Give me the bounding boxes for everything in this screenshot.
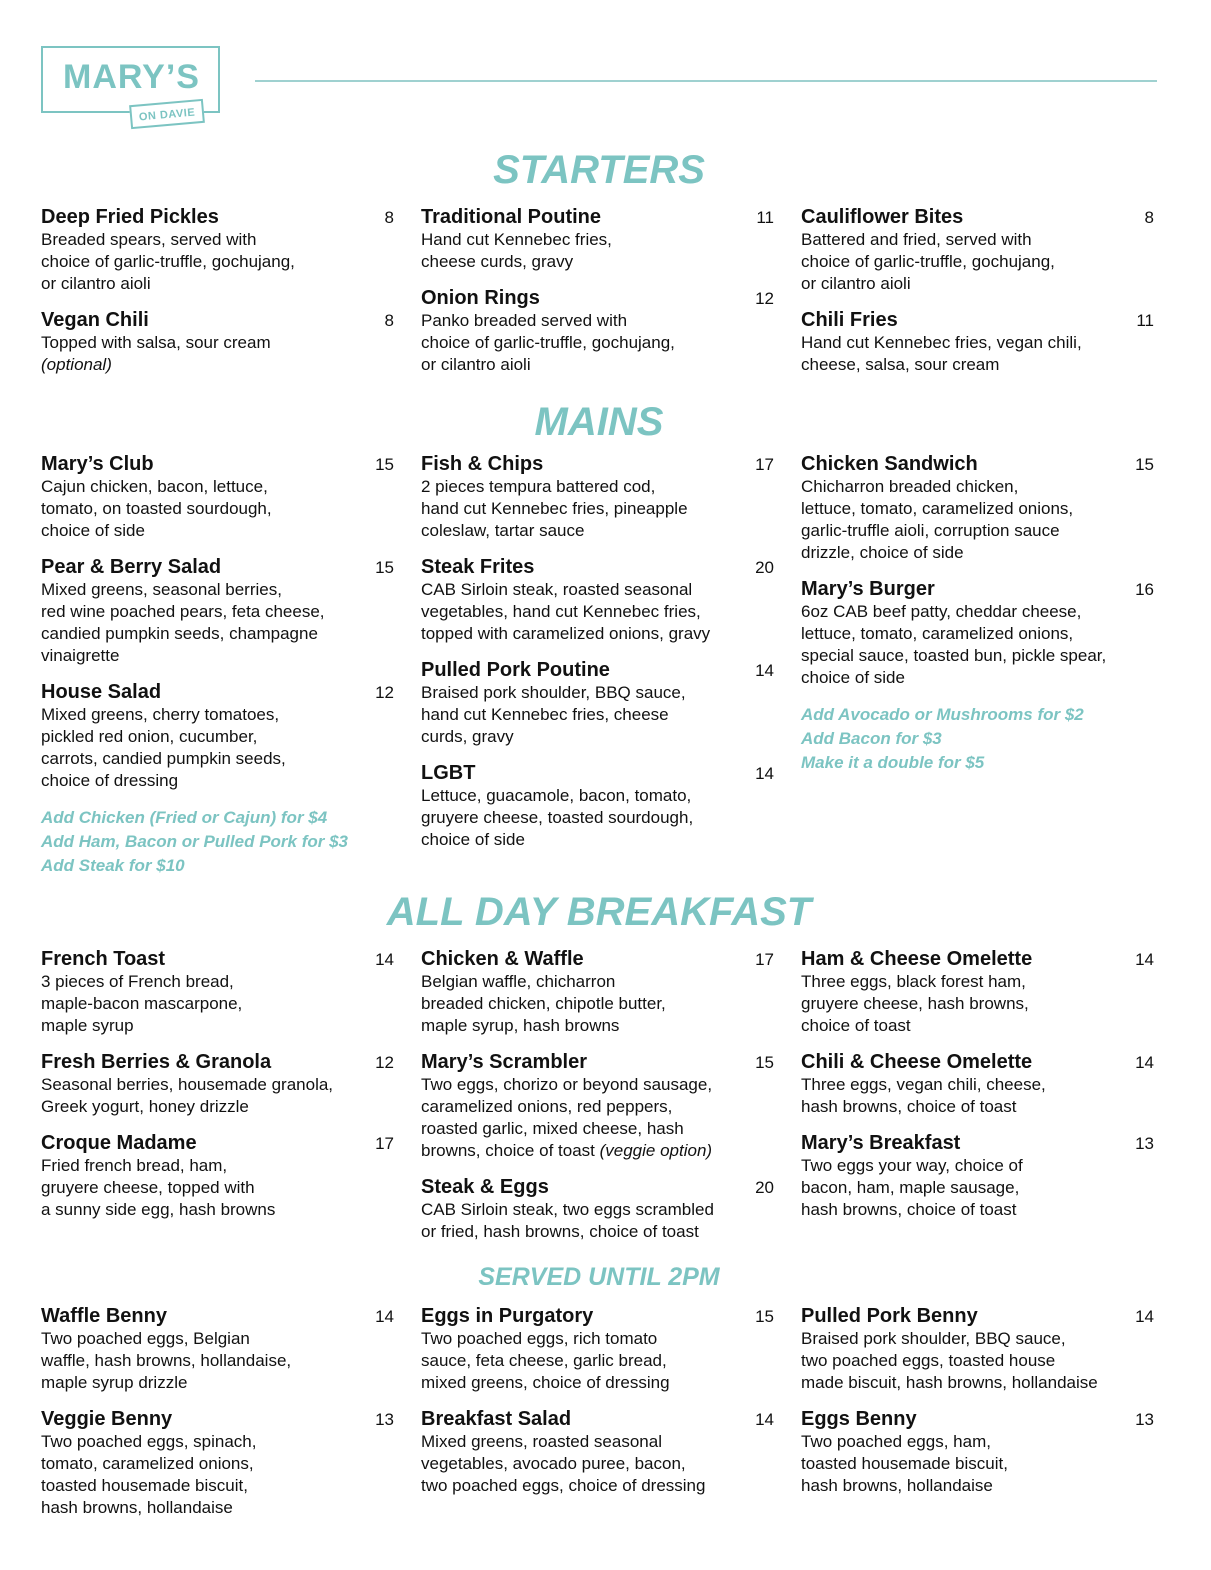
menu-item-description	[801, 1328, 1154, 1394]
menu-item-description	[421, 1074, 774, 1162]
menu-item-price: 13	[1135, 1410, 1154, 1429]
menu-item-description	[801, 1431, 1154, 1497]
menu-item-name: Veggie Benny	[41, 1408, 173, 1430]
menu-item	[801, 948, 1154, 1037]
menu-item-name: Fresh Berries & Granola	[41, 1051, 272, 1073]
menu-item	[801, 1132, 1154, 1221]
menu-item-description-text: Braised pork shoulder, BBQ sauce, hand cut Kennebec fries, cheese curds, gravy	[421, 683, 686, 746]
addon-line: Add Bacon for $3	[801, 729, 942, 748]
menu-item-name: Deep Fried Pickles	[41, 206, 219, 228]
menu-item-name: Breakfast Salad	[421, 1408, 572, 1430]
menu-item-price: 14	[755, 1410, 774, 1429]
menu-item-description	[41, 579, 394, 667]
menu-item	[421, 206, 774, 273]
menu-item-name: French Toast	[41, 948, 166, 970]
menu-item-name: Cauliflower Bites	[801, 206, 964, 228]
mains-column-1	[41, 453, 394, 878]
menu-item-description-text: Braised pork shoulder, BBQ sauce, two poached eggs, toasted house made biscuit, hash browns, hollandaise	[801, 1329, 1098, 1392]
menu-item-name: Chili Fries	[801, 309, 898, 331]
section-title-starters: STARTERS	[493, 148, 705, 192]
menu-item-price: 15	[375, 558, 394, 577]
menu-item-description-text: Hand cut Kennebec fries, cheese curds, gravy	[421, 230, 612, 271]
menu-item-description	[421, 682, 774, 748]
addon-line: Add Avocado or Mushrooms for $2	[801, 705, 1084, 724]
menu-item-name: Mary’s Breakfast	[801, 1132, 961, 1154]
menu-item-description	[801, 971, 1154, 1037]
breakfast-column-2	[421, 948, 774, 1257]
menu-item	[421, 1305, 774, 1394]
menu-item-description	[421, 785, 774, 851]
menu-item-description	[801, 476, 1154, 564]
menu-item-description-text: Panko breaded served with choice of garlic-truffle, gochujang, or cilantro aioli	[421, 311, 675, 374]
menu-item-name: Ham & Cheese Omelette	[801, 948, 1033, 970]
menu-item-description-text: 6oz CAB beef patty, cheddar cheese, lettuce, tomato, caramelized onions, special sauce, toasted bun, pickle spear, choice of side	[801, 602, 1107, 687]
menu-item-name: Mary’s Club	[41, 453, 154, 475]
menu-item	[421, 762, 774, 851]
menu-item	[41, 206, 394, 295]
menu-item-name: Chicken Sandwich	[801, 453, 978, 475]
menu-item-name: Chicken & Waffle	[421, 948, 584, 970]
mains-column-3	[801, 453, 1154, 775]
menu-item-price: 11	[1136, 311, 1154, 330]
logo-subtitle: ON DAVIE	[129, 99, 205, 129]
menu-item-description-text: Chicharron breaded chicken, lettuce, tomato, caramelized onions, garlic-truffle aioli, corruption sauce drizzle, choice of side	[801, 477, 1074, 562]
menu-item-description	[801, 1155, 1154, 1221]
menu-item-description	[801, 1074, 1154, 1118]
menu-item-description	[421, 476, 774, 542]
menu-item-name: Chili & Cheese Omelette	[801, 1051, 1033, 1073]
menu-item	[421, 948, 774, 1037]
menu-item-price: 17	[755, 455, 774, 474]
menu-item-price: 14	[1135, 1307, 1154, 1326]
addons-list	[41, 806, 394, 878]
starters-column-2	[421, 206, 774, 390]
menu-item-name: House Salad	[41, 681, 162, 703]
menu-item-description-text: Hand cut Kennebec fries, vegan chili, cheese, salsa, sour cream	[801, 333, 1082, 374]
menu-item-price: 12	[375, 683, 394, 702]
menu-item	[801, 206, 1154, 295]
menu-item-description-text: Fried french bread, ham, gruyere cheese, topped with a sunny side egg, hash browns	[41, 1156, 276, 1219]
until2pm-column-1	[41, 1305, 394, 1533]
menu-item	[421, 659, 774, 748]
menu-item	[801, 578, 1154, 689]
header-divider	[255, 80, 1157, 82]
menu-item-description	[421, 1431, 774, 1497]
menu-item-price: 15	[1135, 455, 1154, 474]
menu-item-description-text: 2 pieces tempura battered cod, hand cut Kennebec fries, pineapple coleslaw, tartar sauce	[421, 477, 688, 540]
menu-item-description	[801, 229, 1154, 295]
menu-item-price: 13	[1135, 1134, 1154, 1153]
menu-item-description-text: Two poached eggs, Belgian waffle, hash browns, hollandaise, maple syrup drizzle	[41, 1329, 292, 1392]
menu-item-price: 20	[755, 558, 774, 577]
menu-item-description-text: Three eggs, black forest ham, gruyere cheese, hash browns, choice of toast	[801, 972, 1029, 1035]
menu-item	[41, 1051, 394, 1118]
menu-item-description	[41, 971, 394, 1037]
menu-item-name: Onion Rings	[421, 287, 540, 309]
menu-item	[421, 556, 774, 645]
menu-item-description	[801, 332, 1154, 376]
menu-item-description-text: Lettuce, guacamole, bacon, tomato, gruyere cheese, toasted sourdough, choice of side	[421, 786, 694, 849]
menu-item-description	[41, 1074, 394, 1118]
menu-item-name: Eggs in Purgatory	[421, 1305, 594, 1327]
menu-item-name: Fish & Chips	[421, 453, 544, 475]
menu-item	[421, 287, 774, 376]
menu-item-description-text: Mixed greens, seasonal berries, red wine poached pears, feta cheese, candied pumpkin seeds, champagne vinaigrette	[41, 580, 325, 665]
menu-item-price: 12	[755, 289, 774, 308]
addon-line: Add Chicken (Fried or Cajun) for $4	[41, 808, 328, 827]
menu-item-name: LGBT	[421, 762, 476, 784]
menu-item	[41, 453, 394, 542]
breakfast-column-3	[801, 948, 1154, 1235]
addons-list	[801, 703, 1154, 775]
menu-item-description-text: Breaded spears, served with choice of garlic-truffle, gochujang, or cilantro aioli	[41, 230, 295, 293]
menu-item-description	[421, 1199, 774, 1243]
menu-item-description	[421, 579, 774, 645]
menu-item-description	[421, 1328, 774, 1394]
menu-item-price: 17	[375, 1134, 394, 1153]
menu-item	[421, 1051, 774, 1162]
menu-item	[41, 681, 394, 792]
menu-item-description	[421, 310, 774, 376]
menu-item-price: 13	[375, 1410, 394, 1429]
menu-item-price: 14	[1135, 950, 1154, 969]
menu-item-name: Steak Frites	[421, 556, 535, 578]
menu-item-description-text: 3 pieces of French bread, maple-bacon mascarpone, maple syrup	[41, 972, 243, 1035]
menu-item-name: Mary’s Burger	[801, 578, 935, 600]
menu-item	[41, 1305, 394, 1394]
menu-item-price: 14	[1135, 1053, 1154, 1072]
menu-item-price: 15	[755, 1053, 774, 1072]
section-title-breakfast: ALL DAY BREAKFAST	[386, 890, 812, 934]
menu-item	[41, 1132, 394, 1221]
addon-line: Make it a double for $5	[801, 753, 985, 772]
menu-item-price: 14	[755, 661, 774, 680]
menu-item-description	[41, 332, 394, 376]
menu-item	[41, 1408, 394, 1519]
menu-item	[41, 948, 394, 1037]
menu-item-description-text: Mixed greens, cherry tomatoes, pickled red onion, cucumber, carrots, candied pumpkin seeds, choice of dressing	[41, 705, 286, 790]
menu-item-name: Traditional Poutine	[421, 206, 602, 228]
menu-item-name: Pear & Berry Salad	[41, 556, 222, 578]
menu-item-description	[41, 1155, 394, 1221]
breakfast-column-1	[41, 948, 394, 1235]
menu-item-name: Mary’s Scrambler	[421, 1051, 588, 1073]
menu-item-name: Eggs Benny	[801, 1408, 917, 1430]
menu-item-description-text: Two poached eggs, ham, toasted housemade biscuit, hash browns, hollandaise	[801, 1432, 1008, 1495]
menu-item	[421, 1408, 774, 1497]
menu-item-description	[41, 704, 394, 792]
menu-item	[801, 309, 1154, 376]
menu-item-price: 16	[1135, 580, 1154, 599]
menu-item-description	[41, 1431, 394, 1519]
menu-item-name: Steak & Eggs	[421, 1176, 549, 1198]
menu-item-description-text: Two eggs, chorizo or beyond sausage, caramelized onions, red peppers, roasted garlic, mixed cheese, hash browns, choice of toast	[421, 1075, 713, 1160]
menu-item-name: Vegan Chili	[41, 309, 149, 331]
menu-item-price: 8	[384, 311, 394, 330]
starters-column-3	[801, 206, 1154, 390]
starters-column-1	[41, 206, 394, 390]
menu-item-price: 14	[755, 764, 774, 783]
menu-item	[41, 556, 394, 667]
menu-item-name: Pulled Pork Poutine	[421, 659, 610, 681]
menu-item-description	[41, 229, 394, 295]
menu-item-description	[801, 601, 1154, 689]
menu-item-price: 15	[375, 455, 394, 474]
addon-line: Add Ham, Bacon or Pulled Pork for $3	[41, 832, 349, 851]
menu-item-note: (veggie option)	[599, 1141, 713, 1160]
menu-item-description-text: Topped with salsa, sour cream	[41, 333, 271, 352]
mains-column-2	[421, 453, 774, 865]
menu-item-price: 12	[375, 1053, 394, 1072]
menu-item-price: 11	[756, 208, 774, 227]
menu-item-description	[41, 476, 394, 542]
menu-item	[801, 1051, 1154, 1118]
section-subtitle-served-until: SERVED UNTIL 2PM	[478, 1263, 720, 1291]
menu-item-description-text: Two poached eggs, rich tomato sauce, feta cheese, garlic bread, mixed greens, choice of dressing	[421, 1329, 670, 1392]
menu-item-description	[421, 229, 774, 273]
section-title-mains: MAINS	[534, 400, 664, 444]
menu-item-description-text: Cajun chicken, bacon, lettuce, tomato, on toasted sourdough, choice of side	[41, 477, 272, 540]
menu-item-description-text: CAB Sirloin steak, roasted seasonal vegetables, hand cut Kennebec fries, topped with caramelized onions, gravy	[421, 580, 711, 643]
menu-item-price: 15	[755, 1307, 774, 1326]
menu-item	[421, 453, 774, 542]
menu-item-price: 14	[375, 1307, 394, 1326]
menu-item-description-text: CAB Sirloin steak, two eggs scrambled or fried, hash browns, choice of toast	[421, 1200, 714, 1241]
menu-item-description	[421, 971, 774, 1037]
menu-item	[801, 1305, 1154, 1394]
menu-item	[801, 453, 1154, 564]
addon-line: Add Steak for $10	[41, 856, 185, 875]
menu-item-description-text: Battered and fried, served with choice of garlic-truffle, gochujang, or cilantro aioli	[801, 230, 1055, 293]
menu-item-name: Pulled Pork Benny	[801, 1305, 978, 1327]
menu-item-note: (optional)	[41, 355, 112, 374]
menu-item-price: 14	[375, 950, 394, 969]
menu-item-description-text: Two poached eggs, spinach, tomato, caramelized onions, toasted housemade biscuit, hash browns, hollandaise	[41, 1432, 257, 1517]
menu-item-name: Croque Madame	[41, 1132, 197, 1154]
menu-item-description-text: Mixed greens, roasted seasonal vegetables, avocado puree, bacon, two poached eggs, choice of dressing	[421, 1432, 706, 1495]
menu-item	[421, 1176, 774, 1243]
menu-item-price: 8	[384, 208, 394, 227]
menu-item-price: 8	[1144, 208, 1154, 227]
menu-item-description-text: Three eggs, vegan chili, cheese, hash browns, choice of toast	[801, 1075, 1046, 1116]
menu-item	[801, 1408, 1154, 1497]
logo	[41, 46, 220, 124]
menu-item-name: Waffle Benny	[41, 1305, 167, 1327]
menu-item-description-text: Two eggs your way, choice of bacon, ham, maple sausage, hash browns, choice of toast	[801, 1156, 1023, 1219]
menu-item-price: 17	[755, 950, 774, 969]
logo-name: MARY’S	[63, 58, 200, 96]
menu-item-description	[41, 1328, 394, 1394]
until2pm-column-3	[801, 1305, 1154, 1511]
menu-item-description-text: Seasonal berries, housemade granola, Greek yogurt, honey drizzle	[41, 1075, 334, 1116]
until2pm-column-2	[421, 1305, 774, 1511]
menu-item-description-text: Belgian waffle, chicharron breaded chicken, chipotle butter, maple syrup, hash browns	[421, 972, 666, 1035]
menu-item-price: 20	[755, 1178, 774, 1197]
menu-item	[41, 309, 394, 376]
